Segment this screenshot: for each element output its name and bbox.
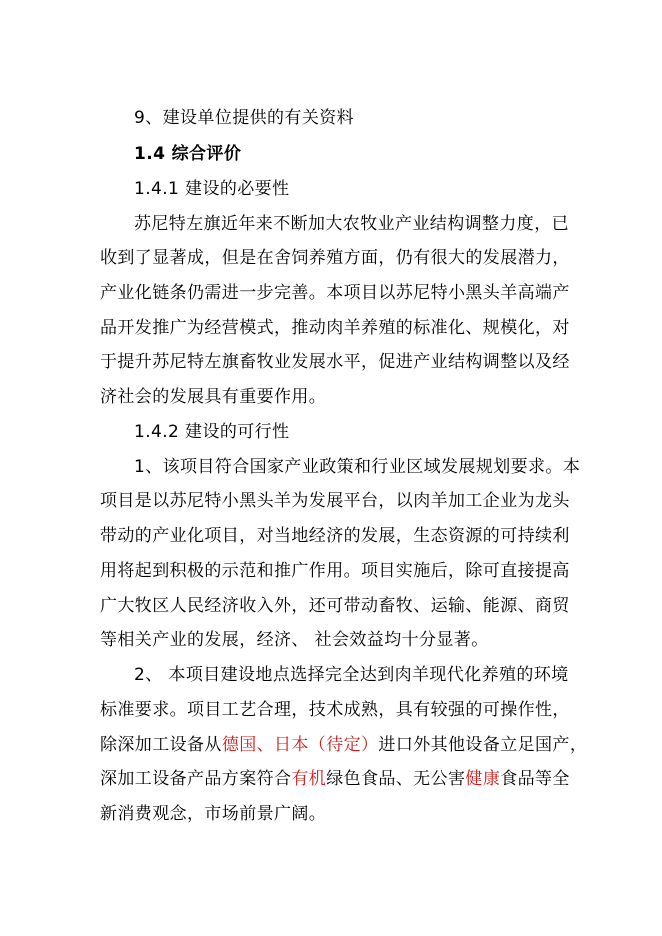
paragraph-line: 收到了显著成，但是在舍饲养殖方面，仍有很大的发展潜力， — [100, 248, 570, 268]
paragraph-line: 新消费观念，市场前景广阔。 — [100, 804, 327, 824]
section-heading-1-4: 1.4 综合评价 — [134, 144, 242, 164]
paragraph-line: 产业化链条仍需进一步完善。本项目以苏尼特小黑头羊高端产 — [100, 283, 570, 303]
text-run: 深加工设备产品方案符合 — [100, 769, 292, 789]
paragraph-line: 1、该项目符合国家产业政策和行业区域发展规划要求。本 — [134, 457, 581, 477]
list-item-9: 9、建设单位提供的有关资料 — [134, 108, 355, 128]
paragraph-line: 带动的产业化项目，对当地经济的发展，生态资源的可持续利 — [100, 526, 570, 546]
text-run: 除深加工设备从 — [100, 735, 222, 755]
paragraph-line: 用将起到积极的示范和推广作用。项目实施后，除可直接提高 — [100, 561, 570, 581]
paragraph-line: 2、 本项目建设地点选择完全达到肉羊现代化养殖的环境 — [134, 665, 569, 685]
paragraph-line: 等相关产业的发展，经济、 社会效益均十分显著。 — [100, 630, 489, 650]
subsection-heading-1-4-1: 1.4.1 建设的必要性 — [134, 179, 290, 199]
text-run: 进口外其他设备立足国产， — [378, 735, 588, 755]
subsection-heading-1-4-2: 1.4.2 建设的可行性 — [134, 422, 290, 442]
paragraph-line — [100, 769, 570, 789]
highlighted-text: 有机 — [291, 769, 327, 789]
paragraph-line: 济社会的发展具有重要作用。 — [100, 387, 327, 407]
paragraph-line: 品开发推广为经营模式，推动肉羊养殖的标准化、规模化，对 — [100, 318, 570, 338]
paragraph-line: 于提升苏尼特左旗畜牧业发展水平，促进产业结构调整以及经 — [100, 352, 570, 372]
highlighted-text: 德国、日本（待定） — [221, 735, 379, 755]
paragraph-line: 项目是以苏尼特小黑头羊为发展平台，以肉羊加工企业为龙头 — [100, 491, 570, 511]
paragraph-line: 标准要求。项目工艺合理，技术成熟，具有较强的可操作性， — [100, 700, 570, 720]
text-run: 食品等全 — [500, 769, 570, 789]
highlighted-text: 健康 — [465, 769, 501, 789]
paragraph-line: 广大牧区人民经济收入外，还可带动畜牧、运输、能源、商贸 — [100, 596, 570, 616]
text-run: 绿色食品、无公害 — [326, 769, 466, 789]
paragraph-line — [100, 735, 587, 755]
paragraph-line: 苏尼特左旗近年来不断加大农牧业产业结构调整力度，已 — [134, 214, 569, 234]
